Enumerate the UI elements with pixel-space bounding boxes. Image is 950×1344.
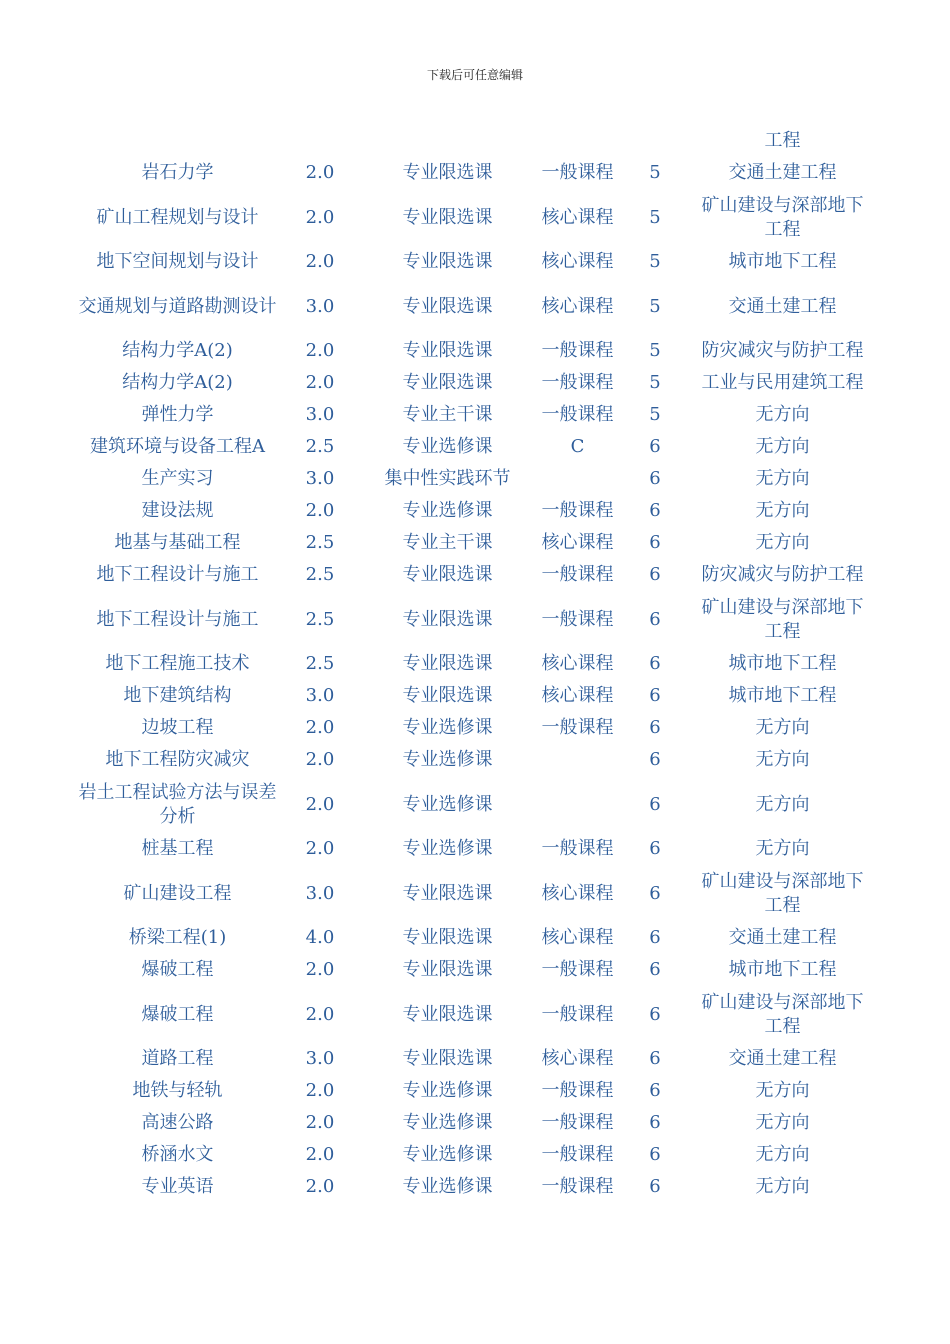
course-category-cell: 专业限选课 [402, 1003, 493, 1025]
course-name-cell: 道路工程 [141, 1048, 214, 1069]
course-category-cell: 专业选修课 [402, 436, 493, 457]
course-category-cell: 专业限选课 [402, 372, 493, 393]
direction-continuation: 工程 [764, 130, 801, 151]
table-row [75, 527, 875, 559]
direction-cell: 交通土建工程 [728, 162, 837, 183]
course-name-cell: 矿山工程规划与设计 [96, 206, 259, 228]
course-category-cell: 专业限选课 [402, 564, 493, 585]
course-category-cell: 专业限选课 [402, 295, 493, 317]
semester-cell: 6 [649, 1080, 661, 1101]
semester-cell: 6 [649, 653, 661, 674]
table-row [75, 1075, 875, 1107]
direction-cell: 无方向 [755, 793, 810, 815]
table-row [75, 559, 875, 591]
course-level-cell: 一般课程 [541, 1112, 614, 1133]
direction-cell: 无方向 [755, 838, 810, 859]
course-level-cell: 一般课程 [541, 404, 614, 425]
semester-cell: 6 [649, 927, 661, 948]
course-category-cell: 专业主干课 [402, 532, 493, 553]
table-row [75, 189, 875, 246]
credits-cell: 2.5 [305, 564, 335, 585]
direction-cell: 防灾减灾与防护工程 [701, 340, 864, 361]
semester-cell: 6 [649, 532, 661, 553]
credits-cell: 2.0 [305, 1003, 335, 1025]
course-name-cell: 桥涵水文 [141, 1144, 214, 1165]
course-category-cell: 专业限选课 [402, 608, 493, 630]
table-row [75, 495, 875, 527]
course-name-cell: 建设法规 [141, 500, 214, 521]
course-level-cell: 核心课程 [541, 882, 614, 904]
credits-cell: 2.0 [305, 1112, 335, 1133]
course-level-cell: 一般课程 [541, 162, 614, 183]
course-table [75, 125, 875, 1203]
direction-cell: 工业与民用建筑工程 [701, 372, 864, 393]
direction-cell: 城市地下工程 [728, 685, 837, 706]
credits-cell: 4.0 [305, 927, 335, 948]
course-category-cell: 专业限选课 [402, 653, 493, 674]
course-level-cell: 一般课程 [541, 1144, 614, 1165]
table-row [75, 712, 875, 744]
course-level-cell: 一般课程 [541, 1003, 614, 1025]
direction-cell: 无方向 [755, 436, 810, 457]
direction-cell: 矿山建设与深部地下工程 [701, 596, 864, 642]
course-level-cell: 一般课程 [541, 608, 614, 630]
credits-cell: 2.0 [305, 162, 335, 183]
credits-cell: 2.0 [305, 340, 335, 361]
direction-cell: 无方向 [755, 1112, 810, 1133]
course-level-cell: 核心课程 [541, 927, 614, 948]
continuation-row [75, 125, 875, 157]
course-name-cell: 建筑环境与设备工程A [90, 436, 265, 457]
semester-cell: 6 [649, 1112, 661, 1133]
course-name-cell: 地下建筑结构 [123, 685, 232, 706]
direction-cell: 无方向 [755, 717, 810, 738]
course-category-cell: 专业限选课 [402, 206, 493, 228]
table-row [75, 335, 875, 367]
course-category-cell: 专业主干课 [402, 404, 493, 425]
direction-cell: 交通土建工程 [728, 295, 837, 317]
credits-cell: 2.0 [305, 749, 335, 770]
semester-cell: 5 [649, 340, 661, 361]
semester-cell: 6 [649, 685, 661, 706]
table-row [75, 954, 875, 986]
table-row [75, 431, 875, 463]
direction-cell: 无方向 [755, 500, 810, 521]
course-name-cell: 结构力学A(2) [122, 372, 233, 393]
direction-cell: 城市地下工程 [728, 653, 837, 674]
table-row [75, 278, 875, 335]
table-row [75, 1171, 875, 1203]
semester-cell: 6 [649, 838, 661, 859]
credits-cell: 2.0 [305, 838, 335, 859]
direction-cell: 矿山建设与深部地下工程 [701, 991, 864, 1037]
credits-cell: 2.0 [305, 1080, 335, 1101]
direction-cell: 矿山建设与深部地下工程 [701, 194, 864, 240]
table-row [75, 1043, 875, 1075]
course-name-cell: 生产实习 [141, 468, 214, 489]
direction-cell: 防灾减灾与防护工程 [701, 564, 864, 585]
course-name-cell: 地下工程设计与施工 [96, 564, 259, 585]
table-row [75, 157, 875, 189]
semester-cell: 6 [649, 1003, 661, 1025]
semester-cell: 5 [649, 162, 661, 183]
credits-cell: 2.0 [305, 372, 335, 393]
credits-cell: 2.0 [305, 1144, 335, 1165]
semester-cell: 6 [649, 882, 661, 904]
semester-cell: 6 [649, 564, 661, 585]
course-name-cell: 弹性力学 [141, 404, 214, 425]
credits-cell: 2.5 [305, 653, 335, 674]
course-name-cell: 爆破工程 [141, 1003, 214, 1025]
semester-cell: 6 [649, 749, 661, 770]
course-category-cell: 专业限选课 [402, 685, 493, 706]
credits-cell: 2.5 [305, 608, 335, 630]
table-row [75, 1107, 875, 1139]
course-level-cell: 一般课程 [541, 1080, 614, 1101]
course-level-cell: 一般课程 [541, 1176, 614, 1197]
credits-cell: 2.0 [305, 959, 335, 980]
credits-cell: 2.0 [305, 206, 335, 228]
course-level-cell: 核心课程 [541, 532, 614, 553]
course-level-cell: 核心课程 [541, 295, 614, 317]
credits-cell: 2.0 [305, 251, 335, 272]
direction-cell: 无方向 [755, 1080, 810, 1101]
course-name-cell: 矿山建设工程 [123, 882, 232, 904]
semester-cell: 6 [649, 793, 661, 815]
course-category-cell: 专业限选课 [402, 1048, 493, 1069]
direction-cell: 交通土建工程 [728, 1048, 837, 1069]
semester-cell: 6 [649, 500, 661, 521]
credits-cell: 3.0 [305, 468, 335, 489]
direction-cell: 无方向 [755, 1176, 810, 1197]
course-category-cell: 专业选修课 [402, 1144, 493, 1165]
course-category-cell: 专业限选课 [402, 162, 493, 183]
semester-cell: 6 [649, 1176, 661, 1197]
table-row [75, 776, 875, 833]
credits-cell: 2.5 [305, 532, 335, 553]
semester-cell: 6 [649, 717, 661, 738]
semester-cell: 6 [649, 468, 661, 489]
semester-cell: 5 [649, 251, 661, 272]
credits-cell: 2.0 [305, 717, 335, 738]
course-name-cell: 岩土工程试验方法与误差分析 [78, 781, 277, 827]
course-level-cell: 一般课程 [541, 564, 614, 585]
course-level-cell: 核心课程 [541, 653, 614, 674]
semester-cell: 6 [649, 1048, 661, 1069]
course-category-cell: 专业选修课 [402, 1080, 493, 1101]
table-row [75, 865, 875, 922]
semester-cell: 6 [649, 608, 661, 630]
direction-cell: 无方向 [755, 404, 810, 425]
direction-cell: 无方向 [755, 468, 810, 489]
table-row [75, 399, 875, 431]
semester-cell: 5 [649, 295, 661, 317]
course-category-cell: 专业选修课 [402, 838, 493, 859]
direction-cell: 无方向 [755, 749, 810, 770]
table-row [75, 833, 875, 865]
course-category-cell: 专业限选课 [402, 959, 493, 980]
course-level-cell: 一般课程 [541, 959, 614, 980]
course-name-cell: 岩石力学 [141, 162, 214, 183]
course-category-cell: 专业选修课 [402, 749, 493, 770]
course-category-cell: 专业限选课 [402, 251, 493, 272]
course-name-cell: 高速公路 [141, 1112, 214, 1133]
course-level-cell: 一般课程 [541, 717, 614, 738]
course-name-cell: 地下工程防灾减灾 [105, 749, 250, 770]
table-row [75, 367, 875, 399]
table-row [75, 591, 875, 648]
credits-cell: 2.0 [305, 500, 335, 521]
course-category-cell: 集中性实践环节 [384, 468, 511, 489]
semester-cell: 5 [649, 206, 661, 228]
table-row [75, 922, 875, 954]
course-level-cell: 核心课程 [541, 1048, 614, 1069]
course-level-cell: C [570, 436, 585, 457]
course-name-cell: 边坡工程 [141, 717, 214, 738]
course-category-cell: 专业选修课 [402, 793, 493, 815]
direction-cell: 城市地下工程 [728, 959, 837, 980]
course-category-cell: 专业选修课 [402, 717, 493, 738]
course-name-cell: 地下工程设计与施工 [96, 608, 259, 630]
course-name-cell: 爆破工程 [141, 959, 214, 980]
course-name-cell: 地铁与轻轨 [132, 1080, 223, 1101]
credits-cell: 3.0 [305, 685, 335, 706]
course-category-cell: 专业选修课 [402, 1176, 493, 1197]
course-level-cell: 一般课程 [541, 838, 614, 859]
direction-cell: 城市地下工程 [728, 251, 837, 272]
credits-cell: 3.0 [305, 295, 335, 317]
table-row [75, 680, 875, 712]
course-level-cell: 核心课程 [541, 251, 614, 272]
course-level-cell: 一般课程 [541, 340, 614, 361]
semester-cell: 6 [649, 1144, 661, 1165]
semester-cell: 5 [649, 372, 661, 393]
course-category-cell: 专业限选课 [402, 927, 493, 948]
credits-cell: 3.0 [305, 404, 335, 425]
table-row [75, 648, 875, 680]
course-level-cell: 核心课程 [541, 206, 614, 228]
course-name-cell: 桩基工程 [141, 838, 214, 859]
direction-cell: 矿山建设与深部地下工程 [701, 870, 864, 916]
direction-cell: 无方向 [755, 1144, 810, 1165]
course-category-cell: 专业限选课 [402, 340, 493, 361]
semester-cell: 6 [649, 959, 661, 980]
course-category-cell: 专业选修课 [402, 1112, 493, 1133]
course-category-cell: 专业限选课 [402, 882, 493, 904]
course-name-cell: 地下工程施工技术 [105, 653, 250, 674]
course-name-cell: 地下空间规划与设计 [96, 251, 259, 272]
credits-cell: 2.5 [305, 436, 335, 457]
semester-cell: 6 [649, 436, 661, 457]
credits-cell: 3.0 [305, 882, 335, 904]
table-row [75, 986, 875, 1043]
table-row [75, 744, 875, 776]
direction-cell: 交通土建工程 [728, 927, 837, 948]
table-row [75, 463, 875, 495]
course-level-cell: 核心课程 [541, 685, 614, 706]
credits-cell: 3.0 [305, 1048, 335, 1069]
credits-cell: 2.0 [305, 793, 335, 815]
course-name-cell: 专业英语 [141, 1176, 214, 1197]
credits-cell: 2.0 [305, 1176, 335, 1197]
page-header: 下载后可任意编辑 [426, 68, 523, 82]
course-category-cell: 专业选修课 [402, 500, 493, 521]
table-row [75, 246, 875, 278]
table-row [75, 1139, 875, 1171]
direction-cell: 无方向 [755, 532, 810, 553]
semester-cell: 5 [649, 404, 661, 425]
course-name-cell: 桥梁工程(1) [128, 927, 227, 948]
course-level-cell: 一般课程 [541, 372, 614, 393]
course-name-cell: 交通规划与道路勘测设计 [78, 295, 277, 317]
course-level-cell: 一般课程 [541, 500, 614, 521]
course-name-cell: 结构力学A(2) [122, 340, 233, 361]
course-name-cell: 地基与基础工程 [114, 532, 241, 553]
